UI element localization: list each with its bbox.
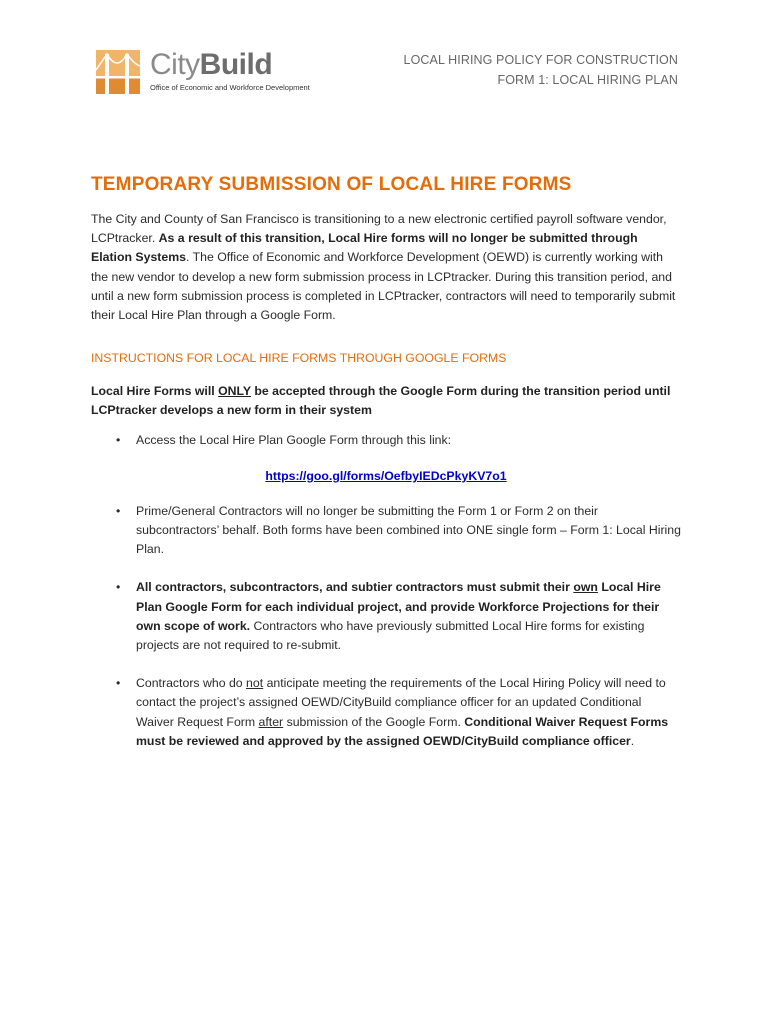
logo-wordmark: CityBuild <box>150 48 273 81</box>
list-item: • Access the Local Hire Plan Google Form through this link: <box>91 431 681 450</box>
google-form-link-line <box>91 469 681 483</box>
google-form-link[interactable]: https://goo.gl/forms/OefbyIEDcPkyKV7o1 <box>265 468 507 483</box>
instructions-list-continued <box>91 502 681 751</box>
bullet-icon: • <box>116 503 121 518</box>
header-form-title: FORM 1: LOCAL HIRING PLAN <box>497 73 678 87</box>
instructions-heading: INSTRUCTIONS FOR LOCAL HIRE FORMS THROUGH GOOGLE FORMS <box>91 351 507 366</box>
header-policy-title: LOCAL HIRING POLICY FOR CONSTRUCTION <box>403 53 678 67</box>
bullet-icon: • <box>116 676 121 691</box>
document-header <box>404 50 678 90</box>
bullet-icon: • <box>116 432 121 447</box>
instructions-list <box>91 431 681 450</box>
citybuild-logo <box>96 50 316 100</box>
document-body <box>91 174 681 770</box>
bridge-logo-icon <box>96 50 140 94</box>
page-title: TEMPORARY SUBMISSION OF LOCAL HIRE FORMS <box>91 174 572 195</box>
list-item: • Contractors who do not anticipate meeting the requirements of the Local Hiring Policy will need to contact the project’s assigned OEWD/CityBuild compliance officer for an updated Conditional Waiver Request Form after submission of the Google Form. Conditional Waiver Request Forms must be reviewed and approved by the assigned OEWD/CityBuild compliance officer. <box>116 676 669 748</box>
notice-paragraph: Local Hire Forms will ONLY be accepted through the Google Form during the transition period until LCPtracker develops a new form in their system <box>91 384 671 418</box>
bullet-icon: • <box>116 580 121 595</box>
list-item: • All contractors, subcontractors, and subtier contractors must submit their own Local Hire Plan Google Form for each individual project, and provide Workforce Projections for their own scope of work. Contractors who have previously submitted Local Hire forms for existing projects are not required to re-submit. <box>116 580 661 653</box>
intro-paragraph: The City and County of San Francisco is transitioning to a new electronic certified payroll software vendor, LCPtracker. As a result of this transition, Local Hire forms will no longer be submitted through Elation Systems. The Office of Economic and Workforce Development (OEWD) is currently working with the new vendor to develop a new form submission process in LCPtracker. During this transition period, and until a new form submission process is completed in LCPtracker, contractors will need to temporarily submit their Local Hire Plan through a Google Form. <box>91 212 676 323</box>
list-item: • Prime/General Contractors will no longer be submitting the Form 1 or Form 2 on their subcontractors’ behalf. Both forms have been combined into ONE single form – Form 1: Local Hiring Plan. <box>116 503 681 557</box>
intro-emphasis: As a result of this transition, Local Hire forms will no longer be submitted through Elation Systems <box>91 231 638 265</box>
logo-tagline: Office of Economic and Workforce Development <box>150 83 310 92</box>
